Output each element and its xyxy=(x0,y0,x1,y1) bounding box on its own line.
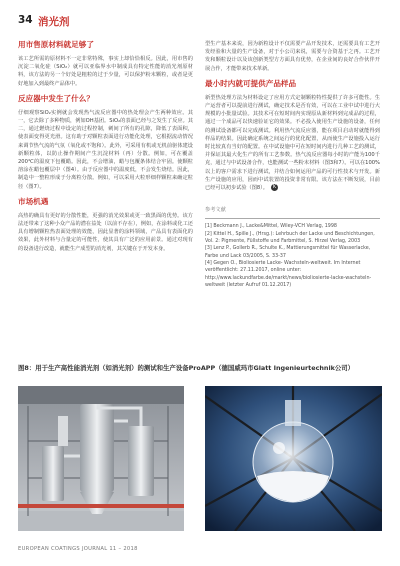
heading-samples: 最小时内就可提供产品样品 xyxy=(205,78,297,88)
paragraph-samples: 新型热处理方法为材料设定了应用方式定制颗粒特性提供了许多可能性。生产运营者可以提前进行测试，确定技术是否有效，可以在工业中试中进行大规模的小批量试验。其技术可在短时间内实现原从新材料到完成品的过程，通过一个成品可以快速验证它的效果。不必投入使用生产设施的设备，任何的测试设备都可以完成测试。利用热气流反应器，能在项目启动时就能得到样品的结果。因此确定系统之间运行的优化配置，从而使生产设施投入运行时比较真有当好的配置。在中试设施中可在短时间内进行几种工艺的测试，并保证其最大化生产的所有工艺参数。热气流反应器每小时的产能为100千克，通过与中试设备合作，也能测试一些粉末材料（图3和7）。可以在100%以上的客户需求下进行测试，并结合如何运用产品的可行性技术与开发。新生产设施的应用，因而中试装置的投资非常有限。该方法在不断发展，目前已经可以初步试验（图8）。 K xyxy=(205,94,380,192)
paragraph-development: 型生产基本来说，因为新粒设计不仅需要产品开发技术，还需要具有工艺开发经验和大量的生产设备，对于小公司来说，需要与合资基于之再。工艺开发和颗粒设计以及该创新类型方方面具有优势，在企业间的良好合作伙伴开展合作，才能带来技术革新。 xyxy=(205,41,380,72)
heading-reactor: 反应器中发生了什么？ xyxy=(18,93,94,103)
right-column xyxy=(205,40,380,289)
page-number: 34 xyxy=(18,14,33,26)
paragraph-reactor: 仔细观察SiO₂实例就会发现热气流反应器中的热处理会产生两种效应。其一，它去除了多种物质，例如OH基团。SiO₂的表面已经与之发生了反应。其二，通过燃烧过程中设定的过程控制，刺间了所有的孔隙，降低了表面积，使表面变得更光滑。这有助于对颗粒表面进行功能化处理，它根据流动情况来调节热气流的气氛（氧化或不饱和）。此外，可采用有机或无机前驱体建设新颗粒体，以防止操作期间产生沉淀材料（再）分散。例如，可在覆盖200℃的温度下包覆蜡。因此，不会增油，蜡与包覆条体结合牢固。使颗粒溶涂在蜡包覆层中（图4）。由于反应器中的温度低，不会发生烧结。因此，制造中一整粒形成于分离粒分散。例如，可以采用大粒形细样颗粒来确定粒径（图7）。 xyxy=(18,109,193,190)
end-of-article-icon: K xyxy=(272,184,277,191)
paragraph-market: 高热的确具有更好的分散性能，更强的消光效果或更一致黑面的优势。该方法还带来了这种小众产品的潜在益处（以前不存在），例如，在涂料或化工还具有增制颗粒热表面处理的效能，因此显著的涂料领域，产品具有表面化的效果，此外材料与合量定的可能性，使其具有广泛的应用前景。通过对现有的设备进行改造，就能生产成型的消光剂，其关键在于开发本身。 xyxy=(18,212,193,252)
section-title: 消光剂 xyxy=(38,16,70,28)
references-list xyxy=(205,218,380,289)
reference-item: [4] Gegen O., Bioliosierte Lacke- Wachsteln-weltweit. Im Internet veröffentlicht: 27.11.2017, online unter: http://www.lackundfarbe.de/markt/news/bioliosierte-lacke-wachsteln-weltweit (letzter Aufruf 01.12.2017) xyxy=(205,260,372,288)
reference-item: [3] Lenz P., Gollerb R., Schulte K., Mattierungsmittel für Wasserlacke, Farbe und Lack 03/2005, S. 33-37 xyxy=(205,246,371,259)
reference-item: [1] Beckmann J., Lacke&Mittel, Wiley-VCH Verlag, 1998 xyxy=(205,224,337,230)
paragraph-raw-materials: 该工艺所需的原材料不一定非常特殊，事实上却恰恰相反。因此，用市售的沉淀二氧化硅（SiO₂）就可以亚临界水中制成具有特定性能的消光剂原材料，该方法的另一个好处是粗粒的过于少量，可以保护粉末颗粒，或者是更好地加入到最终产品体中。 xyxy=(18,56,193,87)
references-title: 参考文献 xyxy=(205,207,226,214)
reference-item: [2] Kittel H., Spille J., (Hrsg.): Lehrbuch der Lacke und Beschichtungen, Vol. 2: Pigmente, Füllstoffe und Farbmittel, S. Hirzel Verlag, 2003 xyxy=(205,231,375,245)
left-column xyxy=(18,40,193,259)
equipment-photo xyxy=(18,386,184,531)
page-footer: EUROPEAN COATINGS JOURNAL 11 – 2018 xyxy=(18,546,138,552)
heading-raw-materials: 用市售原材料就足够了 xyxy=(18,40,94,49)
sample-flask-photo xyxy=(205,386,382,531)
figure-caption: 图8：用于生产高性能消光剂（如消光剂）的测试和生产设备ProAPP（德国威玛市Glatt Ingenieurtechnik公司） xyxy=(18,364,355,372)
heading-market: 市场机遇 xyxy=(18,196,49,206)
